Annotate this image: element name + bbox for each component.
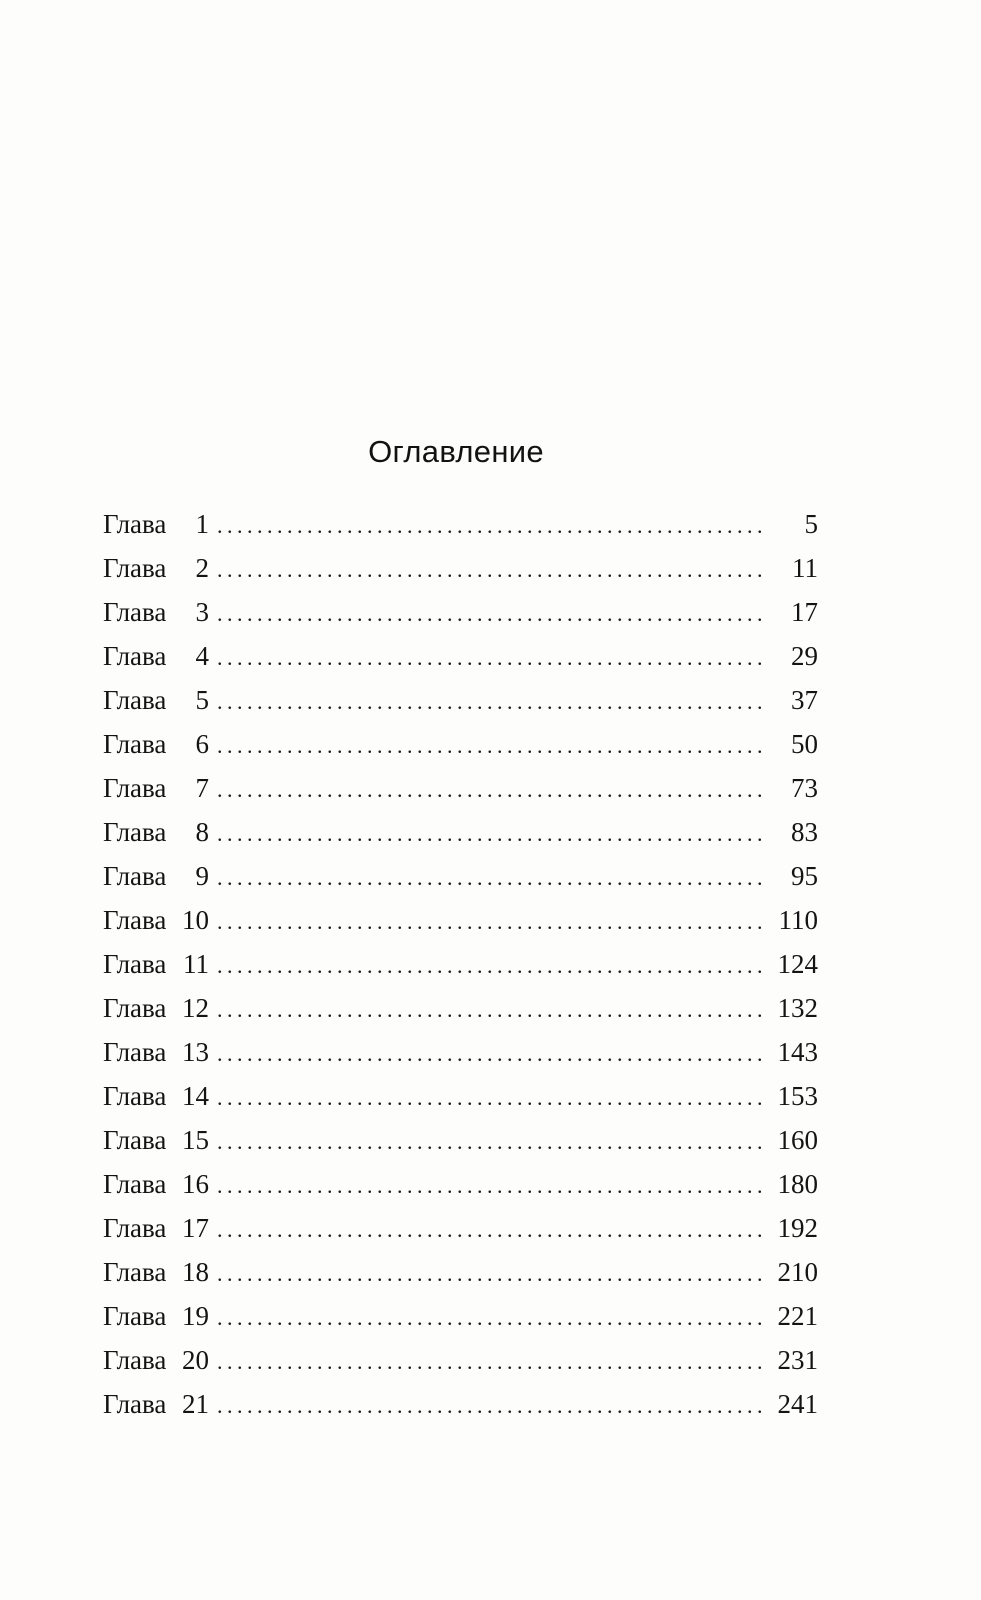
toc-entry (103, 1074, 818, 1118)
chapter-number: 1 (195, 509, 209, 539)
toc-entry (103, 678, 818, 722)
toc-entry (103, 1294, 818, 1338)
chapter-number: 9 (195, 861, 209, 891)
chapter-number: 3 (195, 597, 209, 627)
toc-entry (103, 546, 818, 590)
toc-list (103, 502, 818, 1426)
chapter-label: Глава (103, 729, 167, 759)
toc-entry (103, 722, 818, 766)
chapter-number: 5 (195, 685, 209, 715)
dot-leader (215, 768, 762, 812)
chapter-number: 18 (182, 1257, 209, 1287)
dot-leader (215, 1208, 762, 1252)
page-number: 180 (777, 1169, 818, 1199)
page-number: 210 (777, 1257, 818, 1287)
toc-entry (103, 854, 818, 898)
toc-entry (103, 1250, 818, 1294)
page-number: 241 (777, 1389, 818, 1419)
dot-leader (215, 900, 762, 944)
page-number: 95 (791, 861, 818, 891)
page-number: 132 (777, 993, 818, 1023)
page-number: 153 (777, 1081, 818, 1111)
dot-leader (215, 856, 762, 900)
dot-leader (215, 504, 762, 548)
dot-leader (215, 1252, 762, 1296)
chapter-number: 14 (182, 1081, 209, 1111)
toc-entry (103, 1030, 818, 1074)
page-number: 29 (791, 641, 818, 671)
chapter-label: Глава (103, 509, 167, 539)
toc-entry (103, 1162, 818, 1206)
chapter-number: 4 (195, 641, 209, 671)
dot-leader (215, 636, 762, 680)
page-number: 231 (777, 1345, 818, 1375)
toc-entry (103, 1382, 818, 1426)
chapter-number: 15 (182, 1125, 209, 1155)
chapter-number: 21 (182, 1389, 209, 1419)
chapter-number: 10 (182, 905, 209, 935)
chapter-label: Глава (103, 641, 167, 671)
dot-leader (215, 988, 762, 1032)
chapter-number: 12 (182, 993, 209, 1023)
chapter-number: 6 (195, 729, 209, 759)
chapter-number: 8 (195, 817, 209, 847)
chapter-label: Глава (103, 1037, 167, 1067)
page-number: 143 (777, 1037, 818, 1067)
page-number: 50 (791, 729, 818, 759)
toc-entry (103, 502, 818, 546)
dot-leader (215, 1032, 762, 1076)
chapter-label: Глава (103, 1301, 167, 1331)
chapter-number: 16 (182, 1169, 209, 1199)
toc-entry (103, 634, 818, 678)
chapter-label: Глава (103, 1125, 167, 1155)
dot-leader (215, 592, 762, 636)
dot-leader (215, 1384, 762, 1428)
chapter-label: Глава (103, 905, 167, 935)
chapter-number: 17 (182, 1213, 209, 1243)
chapter-label: Глава (103, 685, 167, 715)
page-number: 5 (804, 509, 818, 539)
chapter-label: Глава (103, 993, 167, 1023)
dot-leader (215, 1296, 762, 1340)
toc-entry (103, 1206, 818, 1250)
dot-leader (215, 724, 762, 768)
toc-entry (103, 766, 818, 810)
chapter-label: Глава (103, 1345, 167, 1375)
chapter-label: Глава (103, 861, 167, 891)
chapter-label: Глава (103, 1169, 167, 1199)
page-number: 83 (791, 817, 818, 847)
toc-entry (103, 1118, 818, 1162)
toc-entry (103, 986, 818, 1030)
chapter-label: Глава (103, 553, 167, 583)
chapter-number: 20 (182, 1345, 209, 1375)
page-number: 192 (777, 1213, 818, 1243)
toc-title: Оглавление (368, 434, 544, 469)
page-number: 37 (791, 685, 818, 715)
chapter-number: 7 (195, 773, 209, 803)
toc-entry (103, 810, 818, 854)
chapter-label: Глава (103, 773, 167, 803)
page-number: 17 (791, 597, 818, 627)
chapter-label: Глава (103, 597, 167, 627)
dot-leader (215, 1076, 762, 1120)
dot-leader (215, 680, 762, 724)
chapter-label: Глава (103, 1081, 167, 1111)
page-number: 221 (777, 1301, 818, 1331)
dot-leader (215, 1340, 762, 1384)
chapter-label: Глава (103, 817, 167, 847)
page-number: 73 (791, 773, 818, 803)
page-number: 124 (777, 949, 818, 979)
page-number: 110 (778, 905, 818, 935)
dot-leader (215, 548, 762, 592)
dot-leader (215, 1120, 762, 1164)
dot-leader (215, 812, 762, 856)
toc-entry (103, 898, 818, 942)
chapter-number: 2 (195, 553, 209, 583)
chapter-number: 11 (183, 949, 209, 979)
chapter-label: Глава (103, 949, 167, 979)
toc-entry (103, 590, 818, 634)
toc-entry (103, 942, 818, 986)
dot-leader (215, 1164, 762, 1208)
page-number: 11 (792, 553, 818, 583)
chapter-number: 13 (182, 1037, 209, 1067)
chapter-label: Глава (103, 1389, 167, 1419)
chapter-label: Глава (103, 1213, 167, 1243)
toc-entry (103, 1338, 818, 1382)
chapter-label: Глава (103, 1257, 167, 1287)
dot-leader (215, 944, 762, 988)
chapter-number: 19 (182, 1301, 209, 1331)
page-number: 160 (777, 1125, 818, 1155)
